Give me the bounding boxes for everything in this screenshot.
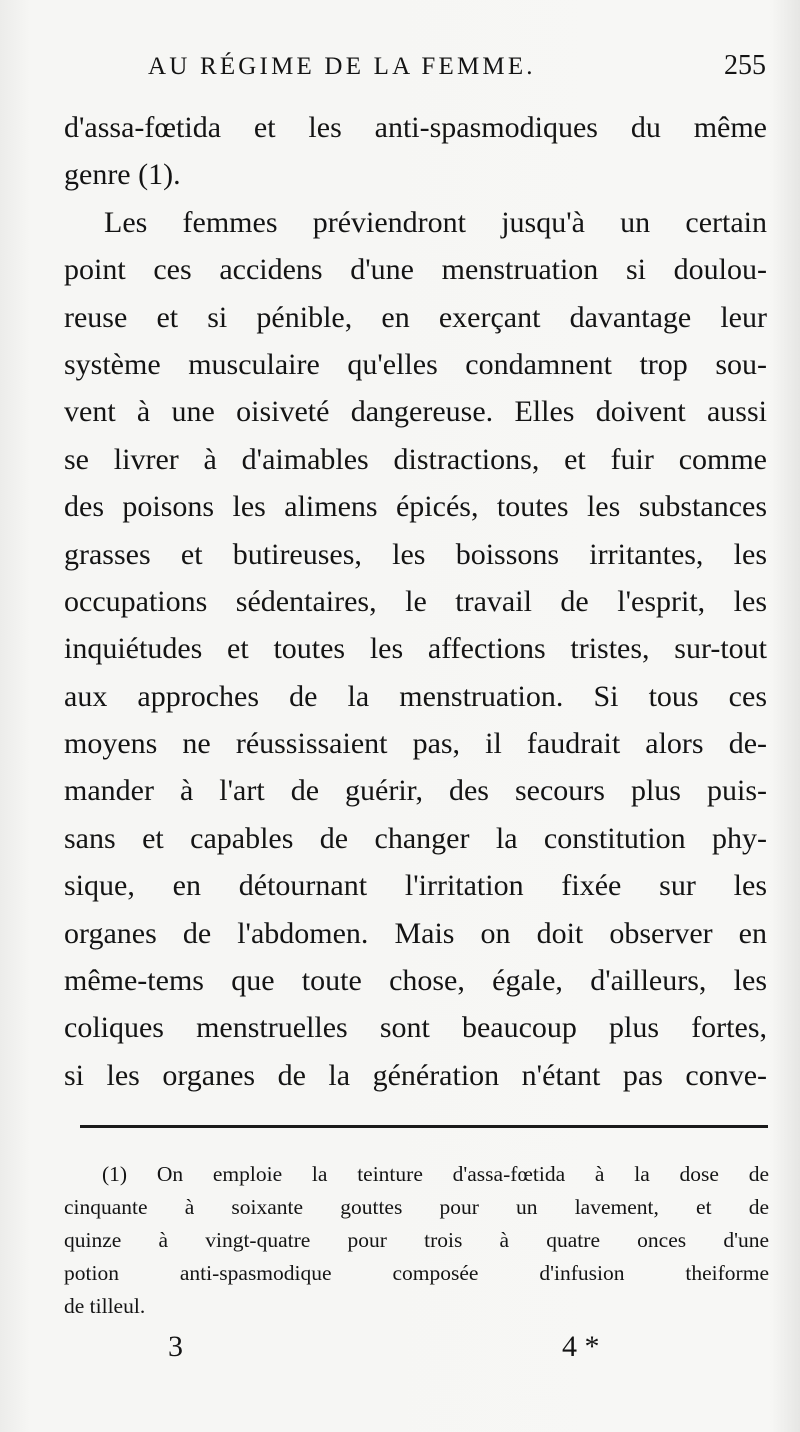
text-line: occupations sédentaires, le travail de l'esprit, les <box>64 584 767 618</box>
body-text <box>64 104 767 1099</box>
footnote-line: de tilleul. <box>64 1294 146 1318</box>
text-line: aux approches de la menstruation. Si tous ces <box>64 679 767 713</box>
footnote-line: quinze à vingt-quatre pour trois à quatre onces d'une <box>64 1228 769 1252</box>
text-line: moyens ne réussissaient pas, il faudrait alors de- <box>64 727 767 761</box>
signature-mark-left: 3 <box>168 1330 183 1363</box>
text-line: genre (1). <box>64 158 181 192</box>
text-line: d'assa-fœtida et les anti-spasmodiques du même <box>64 111 767 144</box>
text-line: sique, en détournant l'irritation fixée sur les <box>64 869 767 903</box>
footnote-line: (1) On emploie la teinture d'assa-fœtida à la dose de <box>102 1162 769 1186</box>
running-header <box>148 50 766 90</box>
text-line: sans et capables de changer la constitution phy- <box>64 821 767 855</box>
footnote <box>64 1158 769 1323</box>
running-title: AU RÉGIME DE LA FEMME. <box>148 53 536 80</box>
text-line: grasses et butireuses, les boissons irritantes, les <box>64 537 767 571</box>
text-line: si les organes de la génération n'étant pas conve- <box>64 1058 767 1092</box>
text-line: organes de l'abdomen. Mais on doit observer en <box>64 916 767 950</box>
text-line: coliques menstruelles sont beaucoup plus fortes, <box>64 1011 767 1045</box>
text-line: mander à l'art de guérir, des secours plus puis- <box>64 774 767 808</box>
text-line: reuse et si pénible, en exerçant davantage leur <box>64 300 767 334</box>
footnote-rule <box>80 1125 768 1128</box>
text-line: même-tems que toute chose, égale, d'ailleurs, les <box>64 964 767 998</box>
text-line: système musculaire qu'elles condamnent trop sou- <box>64 347 767 381</box>
text-line: vent à une oisiveté dangereuse. Elles doivent aussi <box>64 395 767 429</box>
page-number: 255 <box>724 50 766 81</box>
text-line: point ces accidens d'une menstruation si doulou- <box>64 253 767 287</box>
text-line: Les femmes préviendront jusqu'à un certain <box>104 205 767 239</box>
signature-mark-right: 4 * <box>562 1330 600 1363</box>
text-line: se livrer à d'aimables distractions, et fuir comme <box>64 442 767 476</box>
text-line: inquiétudes et toutes les affections tristes, sur-tout <box>64 632 767 666</box>
footnote-line: cinquante à soixante gouttes pour un lavement, et de <box>64 1195 769 1219</box>
footnote-line: potion anti-spasmodique composée d'infusion theiforme <box>64 1261 769 1285</box>
text-line: des poisons les alimens épicés, toutes les substances <box>64 490 767 524</box>
